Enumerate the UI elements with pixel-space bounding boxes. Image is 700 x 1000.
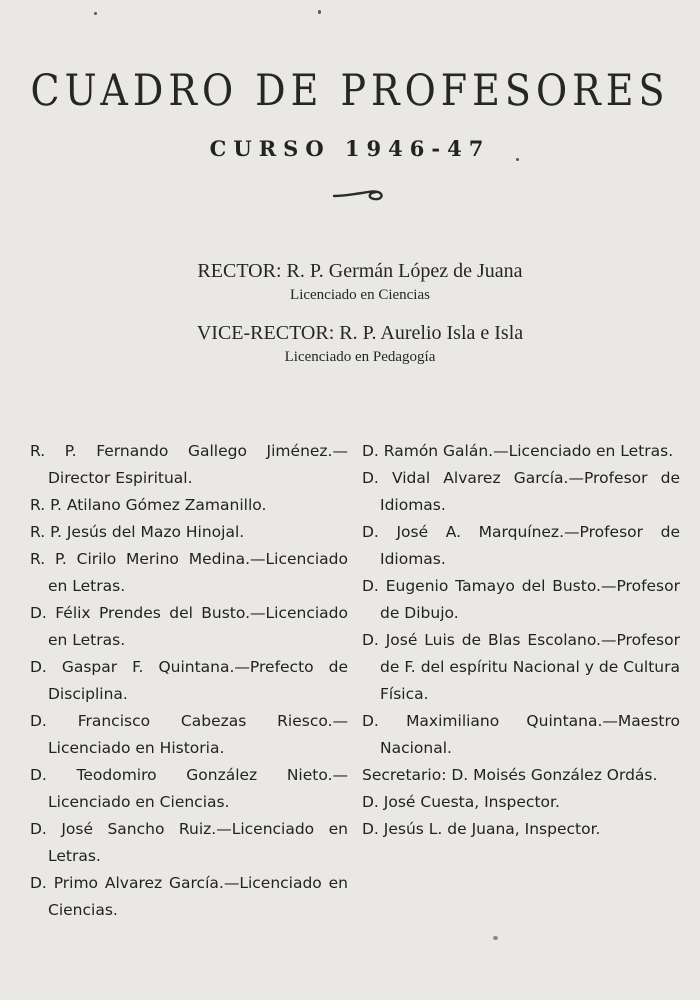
staff-entry: D. José Cuesta, Inspector. [362, 793, 560, 811]
staff-entry: D. Ramón Galán.—Licenciado en Letras. [362, 442, 674, 460]
staff-entry: D. Teodomiro González Nieto.—Licenciado en Ciencias. [30, 766, 348, 811]
course-year: CURSO 1946-47 [209, 136, 491, 161]
staff-entry: D. Vidal Alvarez García.—Profesor de Idiomas. [362, 469, 680, 514]
print-speck [493, 936, 498, 940]
staff-entry: D. José Sancho Ruiz.—Licenciado en Letras. [30, 820, 348, 865]
staff-entry: D. Primo Alvarez García.—Licenciado en Ciencias. [30, 874, 348, 919]
staff-entry: R. P. Jesús del Mazo Hinojal. [30, 523, 245, 541]
page-title: CUADRO DE PROFESORES [30, 66, 670, 116]
print-speck [94, 12, 97, 15]
staff-list-left [30, 438, 348, 924]
staff-entry: D. Eugenio Tamayo del Busto.—Profesor de Dibujo. [362, 577, 680, 622]
staff-entry: R. P. Atilano Gómez Zamanillo. [30, 496, 267, 514]
staff-entry: D. José Luis de Blas Escolano.—Profesor de F. del espíritu Nacional y de Cultura Física. [362, 631, 680, 703]
staff-entry: D. Francisco Cabezas Riesco.—Licenciado en Historia. [30, 712, 348, 757]
staff-entry: Secretario: D. Moisés González Ordás. [362, 766, 658, 784]
flourish-icon [332, 184, 386, 204]
staff-entry: D. Jesús L. de Juana, Inspector. [362, 820, 601, 838]
rector-line: RECTOR: R. P. Germán López de Juana [197, 260, 523, 282]
staff-list-right [362, 438, 680, 843]
staff-entry: R. P. Fernando Gallego Jiménez.—Director Espiritual. [30, 442, 348, 487]
staff-entry: D. Maximiliano Quintana.—Maestro Nacional. [362, 712, 680, 757]
officers-block [150, 258, 570, 382]
staff-entry: D. José A. Marquínez.—Profesor de Idiomas. [362, 523, 680, 568]
vice-rector-line: VICE-RECTOR: R. P. Aurelio Isla e Isla [196, 322, 524, 344]
vice-rector-degree: Licenciado en Pedagogía [284, 349, 436, 365]
print-speck [516, 158, 519, 161]
staff-entry: R. P. Cirilo Merino Medina.—Licenciado en Letras. [30, 550, 348, 595]
rector-degree: Licenciado en Ciencias [290, 287, 430, 303]
print-speck [318, 10, 321, 14]
staff-entry: D. Félix Prendes del Busto.—Licenciado en Letras. [30, 604, 348, 649]
staff-entry: D. Gaspar F. Quintana.—Prefecto de Disciplina. [30, 658, 348, 703]
